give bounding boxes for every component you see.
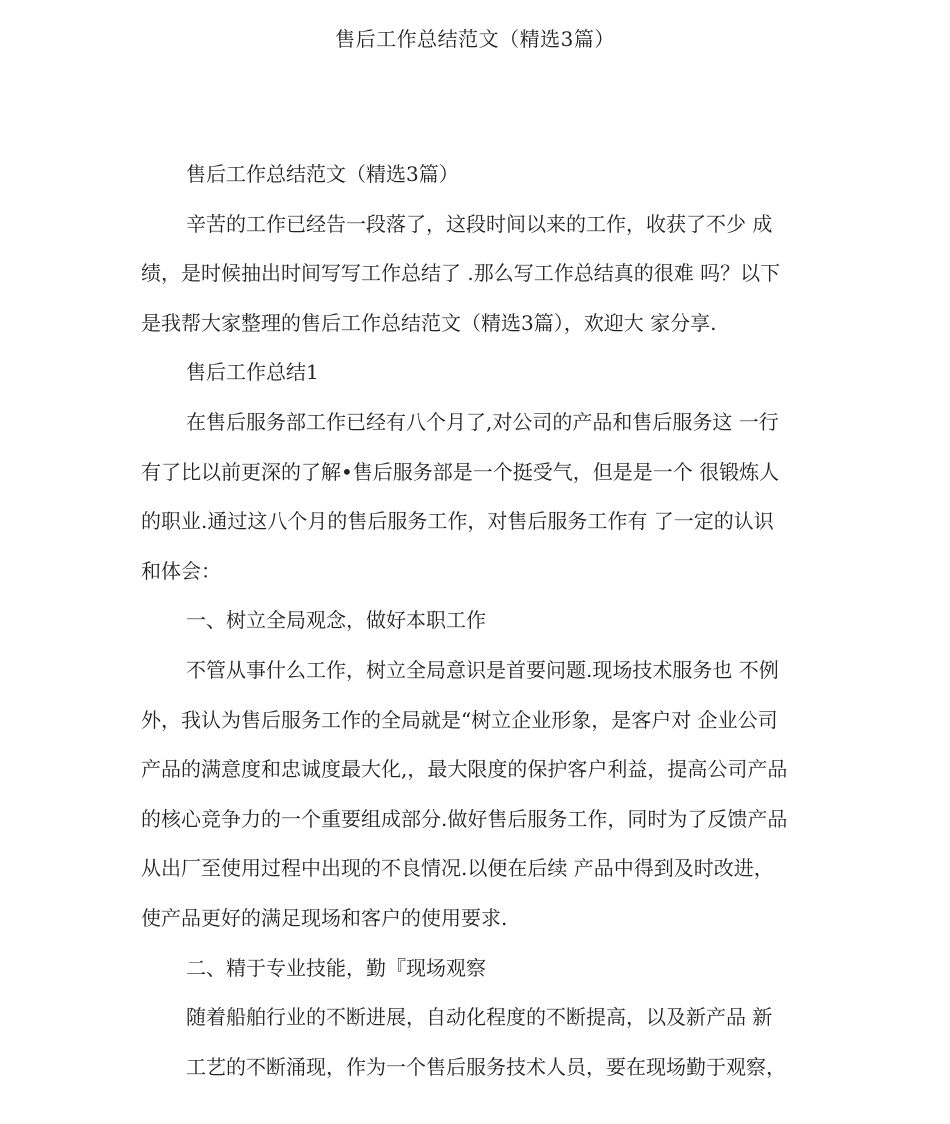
text-line: 产品的满意度和忠诚度最大化,，最大限度的保护客户利益，提高公司产品 — [141, 757, 788, 782]
text-line: 从出厂至使用过程中出现的不良情况.以便在后续 产品中得到及时改进， — [141, 856, 774, 881]
text-line: 是我帮大家整理的售后工作总结范文（精选3篇），欢迎大 家分享. — [141, 310, 717, 335]
page-header-title: 售后工作总结范文（精选3篇） — [335, 27, 615, 51]
text-line: 不管从事什么工作，树立全局意识是首要问题.现场技术服务也 不例 — [186, 657, 779, 682]
text-line: 售后工作总结1 — [186, 360, 319, 385]
text-line: 在售后服务部工作已经有八个月了,对公司的产品和售后服务这 一行 — [186, 409, 779, 434]
text-line: 售后工作总结范文（精选3篇） — [186, 162, 459, 186]
text-line: 工艺的不断涌现，作为一个售后服务技术人员，要在现场勤于观察， — [186, 1054, 786, 1079]
text-line: 的职业.通过这八个月的售后服务工作，对售后服务工作有 了一定的认识 — [141, 509, 774, 534]
text-line: 使产品更好的满足现场和客户的使用要求. — [141, 905, 508, 930]
text-line: 随着船舶行业的不断进展，自动化程度的不断提高，以及新产品 新 — [186, 1005, 773, 1030]
text-line: 辛苦的工作已经告一段落了，这段时间以来的工作，收获了不少 成 — [186, 211, 773, 236]
text-line: 一、树立全局观念，做好本职工作 — [186, 608, 486, 633]
text-line: 和体会： — [141, 558, 221, 583]
document-body — [141, 150, 811, 1092]
text-line: 的核心竞争力的一个重要组成部分.做好售后服务工作，同时为了反馈产品 — [141, 806, 788, 831]
text-line: 二、精于专业技能，勤『现场观察 — [186, 955, 486, 980]
text-line: 有了比以前更深的了解•售后服务部是一个挺受气，但是是一个 很锻炼人 — [141, 459, 780, 484]
document-text — [141, 150, 811, 1092]
text-line: 外，我认为售后服务工作的全局就是“树立企业形象，是客户对 企业公司 — [141, 707, 778, 732]
text-line: 绩，是时候抽出时间写写工作总结了 .那么写工作总结真的很难 吗？以下 — [141, 261, 781, 286]
